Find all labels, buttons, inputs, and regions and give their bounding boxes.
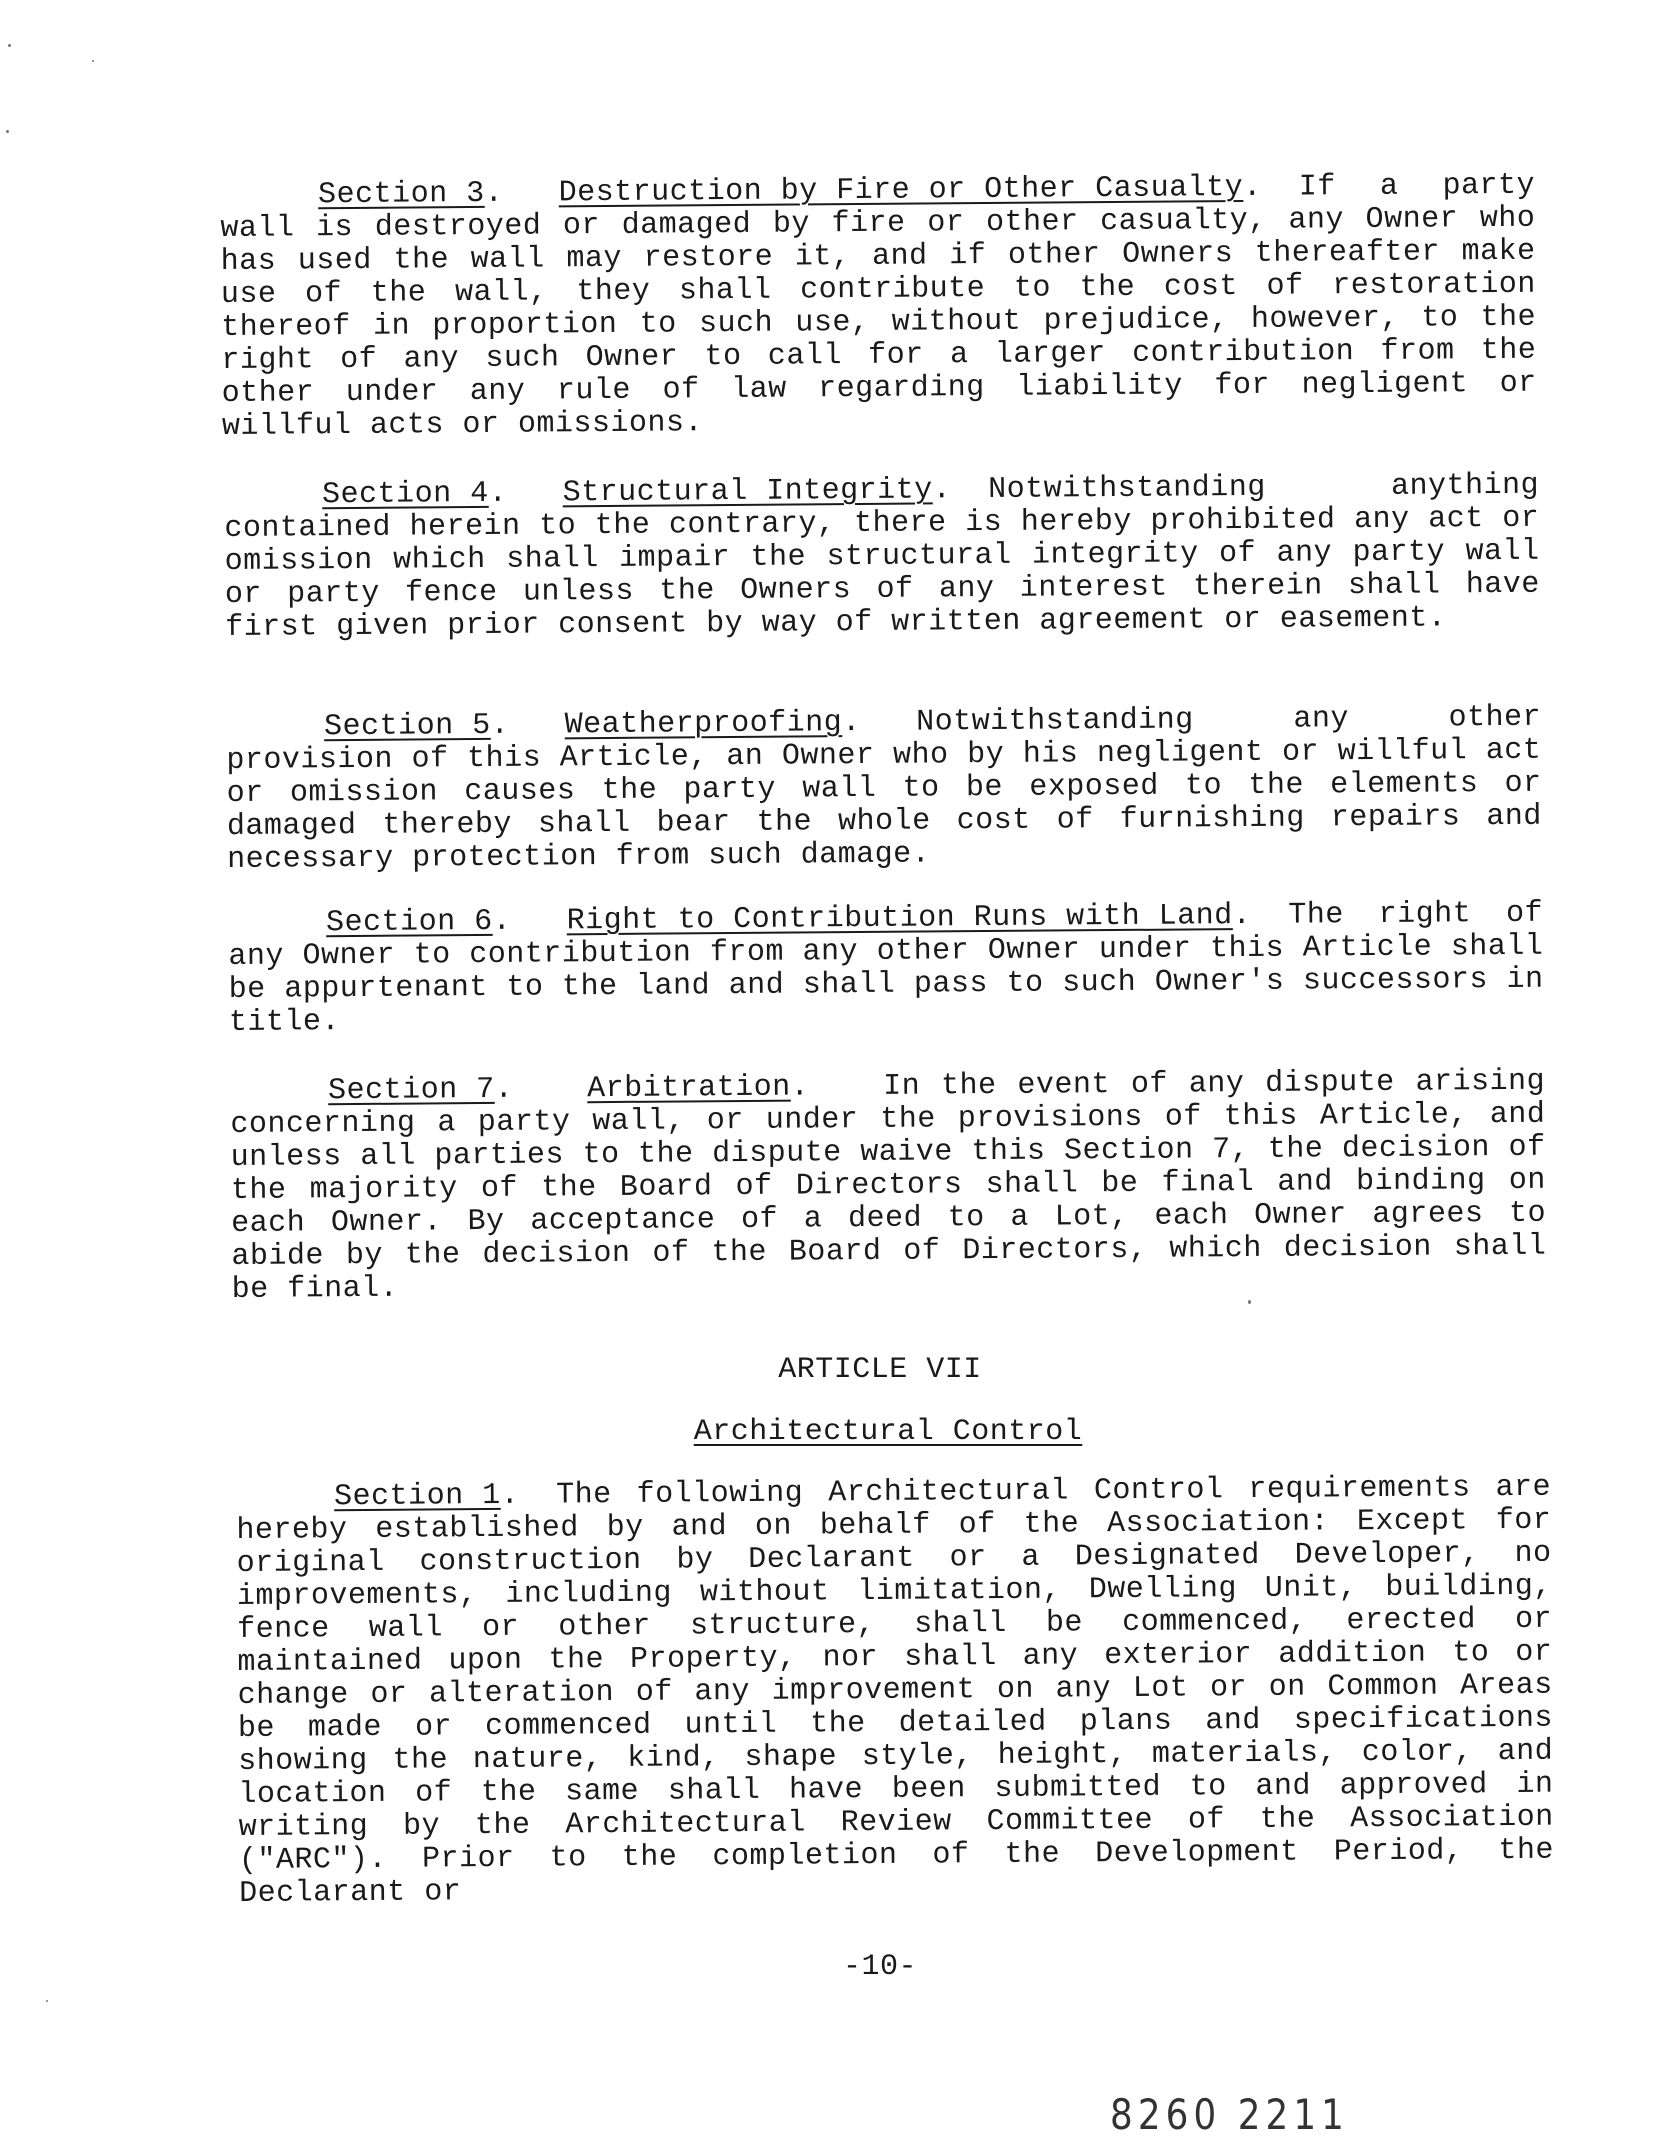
document-number: 8260 2211: [1110, 2090, 1349, 2139]
article-title-text: Architectural Control: [693, 1415, 1083, 1449]
section-4-paragraph: Section 4. Structural Integrity. Notwithstanding anything contained herein to the contrary, there is hereby prohibited any act or omission which shall impair the structural integrity of any party wall or party fence unless the Owners of any interest therein shall have first given prior consent by way of written agreement or easement.: [224, 468, 1540, 645]
section-6-paragraph: Section 6. Right to Contribution Runs with Land. The right of any Owner to contribution from any other Owner under this Article shall be appurtenant to the land and shall pass to such Owner's successors in title.: [228, 896, 1544, 1040]
scan-speck: [92, 60, 94, 62]
section-1-body: The following Architectural Control requirements are hereby established by and on behalf of the Association: Except for original construction by Declarant or a Designated Developer, no improvements, including without limitation, Dwelling Unit, building, fence wall or other structure, shall be commenced, erected or maintained upon the Property, nor shall any exterior addition to or change or alteration of any improvement on any Lot or on Common Areas be made or commenced until the detailed plans and specifications showing the nature, kind, shape style, height, materials, color, and location of the same shall have been submitted to and approved in writing by the Architectural Review Committee of the Association ("ARC"). Prior to the completion of the Development Period, the Declarant or: [236, 1470, 1555, 1911]
section-3-body: If a party wall is destroyed or damaged by fire or other casualty, any Owner who has used the wall may restore it, and if other Owners thereafter make use of the wall, they shall contribute to the cost of restoration thereof in proportion to such use, without prejudice, however, to the right of any such Owner to call for a larger contribution from the other under any rule of law regarding liability for negligent or willful acts or omissions.: [220, 168, 1537, 444]
section-6-title: Right to Contribution Runs with Land: [566, 899, 1233, 939]
section-3-title: Destruction by Fire or Other Casualty: [558, 170, 1244, 211]
page-number: -10-: [842, 1950, 917, 1984]
section-1-label: Section 1: [333, 1478, 501, 1515]
section-5-label: Section 5: [323, 708, 491, 745]
section-1-paragraph: Section 1. The following Architectural Control requirements are hereby established by and on behalf of the Association: Except for original construction by Declarant or a Designated Developer, no improvements, including without limitation, Dwelling Unit, building, fence wall or other structure, shall be commenced, erected or maintained upon the Property, nor shall any exterior addition to or change or alteration of any improvement on any Lot or on Common Areas be made or commenced until the detailed plans and specifications showing the nature, kind, shape style, height, materials, color, and location of the same shall have been submitted to and approved in writing by the Architectural Review Committee of the Association ("ARC"). Prior to the completion of the Development Period, the Declarant or: [236, 1470, 1555, 1911]
scan-speck: [6, 130, 9, 133]
section-7-body: In the event of any dispute arising concerning a party wall, or under the provisions of this Article, and unless all parties to the dispute waive this Section 7, the decision of the majority of the Board of Directors shall be final and binding on each Owner. By acceptance of a deed to a Lot, each Owner agrees to abide by the decision of the Board of Directors, which decision shall be final.: [230, 1064, 1547, 1307]
section-3-paragraph: Section 3. Destruction by Fire or Other Casualty. If a party wall is destroyed or damaged by fire or other casualty, any Owner who has used the wall may restore it, and if other Owners thereafter make use of the wall, they shall contribute to the cost of restoration thereof in proportion to such use, without prejudice, however, to the right of any such Owner to call for a larger contribution from the other under any rule of law regarding liability for negligent or willful acts or omissions.: [220, 168, 1537, 444]
section-5-title: Weatherproofing: [564, 706, 843, 743]
section-4-title: Structural Integrity: [562, 473, 933, 511]
section-6-label: Section 6: [325, 904, 493, 941]
section-6-body: The right of any Owner to contribution from any other Owner under this Article shall be appurtenant to the land and shall pass to such Owner's successors in title.: [228, 896, 1544, 1040]
scan-speck: [1248, 1300, 1251, 1304]
section-7-title: Arbitration: [587, 1070, 791, 1107]
scan-speck: [46, 2000, 48, 2002]
section-5-paragraph: Section 5. Weatherproofing. Notwithstanding any other provision of this Article, an Owner who by his negligent or willful act or omission causes the party wall to be exposed to the elements or damaged thereby shall bear the whole cost of furnishing repairs and necessary protection from such damage.: [226, 700, 1542, 877]
section-7-paragraph: Section 7. Arbitration. In the event of any dispute arising concerning a party wall, or under the provisions of this Article, and unless all parties to the dispute waive this Section 7, the decision of the majority of the Board of Directors shall be final and binding on each Owner. By acceptance of a deed to a Lot, each Owner agrees to abide by the decision of the Board of Directors, which decision shall be final.: [230, 1064, 1547, 1307]
section-3-label: Section 3: [317, 176, 485, 213]
scan-speck: [8, 44, 11, 47]
article-heading: ARTICLE VII: [778, 1353, 982, 1387]
article-title: [56, 1415, 1664, 1449]
section-4-body: Notwithstanding anything contained herein to the contrary, there is hereby prohibited any act or omission which shall impair the structural integrity of any party wall or party fence unless the Owners of any interest therein shall have first given prior consent by way of written agreement or easement.: [224, 468, 1540, 645]
section-7-label: Section 7: [327, 1072, 495, 1109]
section-5-body: Notwithstanding any other provision of this Article, an Owner who by his negligent or willful act or omission causes the party wall to be exposed to the elements or damaged thereby shall bear the whole cost of furnishing repairs and necessary protection from such damage.: [226, 700, 1542, 877]
section-4-label: Section 4: [321, 476, 489, 513]
